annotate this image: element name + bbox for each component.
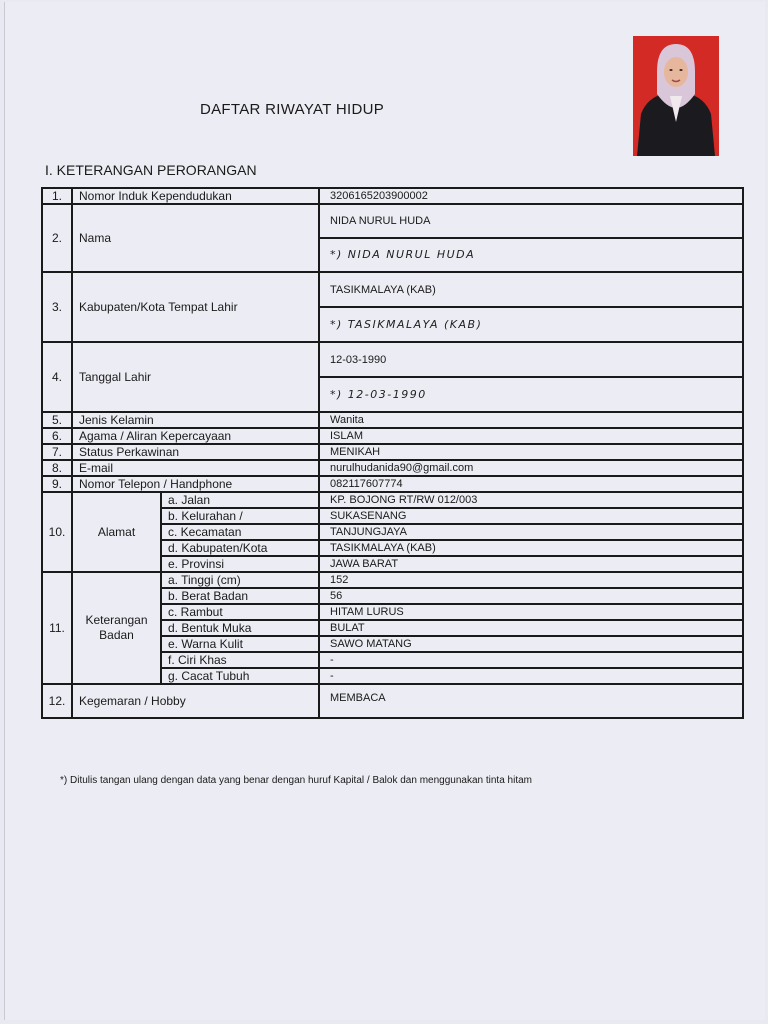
table-row xyxy=(42,684,743,718)
field-value: 12-03-1990 xyxy=(319,342,743,377)
field-value: NIDA NURUL HUDA xyxy=(319,204,743,238)
field-value: MEMBACA xyxy=(319,684,743,718)
table-row xyxy=(42,476,743,492)
row-number: 9. xyxy=(42,476,72,492)
table-row xyxy=(42,342,743,377)
profile-photo xyxy=(633,36,719,156)
handwritten-value: *) 12-03-1990 xyxy=(319,377,743,412)
field-label: Kegemaran / Hobby xyxy=(72,684,319,718)
row-number: 11. xyxy=(42,572,72,684)
field-value: - xyxy=(319,652,743,668)
field-value: 3206165203900002 xyxy=(319,188,743,204)
table-row xyxy=(42,204,743,238)
document-page xyxy=(4,2,765,1020)
field-value: Wanita xyxy=(319,412,743,428)
field-label: Alamat xyxy=(72,492,161,572)
field-value: HITAM LURUS xyxy=(319,604,743,620)
field-label: Agama / Aliran Kepercayaan xyxy=(72,428,319,444)
row-number: 4. xyxy=(42,342,72,412)
sub-field-label: b. Berat Badan xyxy=(161,588,319,604)
field-value: nurulhudanida90@gmail.com xyxy=(319,460,743,476)
field-value: 152 xyxy=(319,572,743,588)
row-number: 2. xyxy=(42,204,72,272)
field-value: SAWO MATANG xyxy=(319,636,743,652)
row-number: 10. xyxy=(42,492,72,572)
row-number: 5. xyxy=(42,412,72,428)
field-value: TASIKMALAYA (KAB) xyxy=(319,540,743,556)
table-row xyxy=(42,188,743,204)
sub-field-label: e. Warna Kulit xyxy=(161,636,319,652)
field-value: - xyxy=(319,668,743,684)
row-number: 12. xyxy=(42,684,72,718)
row-number: 7. xyxy=(42,444,72,460)
table-row xyxy=(42,492,743,508)
sub-field-label: d. Kabupaten/Kota xyxy=(161,540,319,556)
field-label: Nomor Induk Kependudukan xyxy=(72,188,319,204)
handwritten-value: *) NIDA NURUL HUDA xyxy=(319,238,743,272)
table-row xyxy=(42,460,743,476)
field-value: SUKASENANG xyxy=(319,508,743,524)
table-row xyxy=(42,272,743,307)
field-value: JAWA BARAT xyxy=(319,556,743,572)
footnote: *) Ditulis tangan ulang dengan data yang benar dengan huruf Kapital / Balok dan menggunakan tinta hitam xyxy=(60,775,533,786)
field-value: ISLAM xyxy=(319,428,743,444)
field-value: TASIKMALAYA (KAB) xyxy=(319,272,743,307)
row-number: 6. xyxy=(42,428,72,444)
table-row xyxy=(42,572,743,588)
document-title: DAFTAR RIWAYAT HIDUP xyxy=(200,101,385,118)
field-label: Jenis Kelamin xyxy=(72,412,319,428)
field-value: KP. BOJONG RT/RW 012/003 xyxy=(319,492,743,508)
sub-field-label: c. Kecamatan xyxy=(161,524,319,540)
sub-field-label: g. Cacat Tubuh xyxy=(161,668,319,684)
field-label: Nomor Telepon / Handphone xyxy=(72,476,319,492)
row-number: 1. xyxy=(42,188,72,204)
field-label: Keterangan Badan xyxy=(72,572,161,684)
table-row xyxy=(42,412,743,428)
handwritten-value: *) TASIKMALAYA (KAB) xyxy=(319,307,743,342)
table-row xyxy=(42,444,743,460)
sub-field-label: a. Jalan xyxy=(161,492,319,508)
sub-field-label: c. Rambut xyxy=(161,604,319,620)
section-heading: I. KETERANGAN PERORANGAN xyxy=(45,162,257,178)
row-number: 3. xyxy=(42,272,72,342)
field-label: Tanggal Lahir xyxy=(72,342,319,412)
field-label: Status Perkawinan xyxy=(72,444,319,460)
field-label: Kabupaten/Kota Tempat Lahir xyxy=(72,272,319,342)
field-value: MENIKAH xyxy=(319,444,743,460)
field-value: TANJUNGJAYA xyxy=(319,524,743,540)
personal-info-table xyxy=(41,187,744,719)
sub-field-label: b. Kelurahan / xyxy=(161,508,319,524)
row-number: 8. xyxy=(42,460,72,476)
sub-field-label: e. Provinsi xyxy=(161,556,319,572)
field-value: BULAT xyxy=(319,620,743,636)
sub-field-label: d. Bentuk Muka xyxy=(161,620,319,636)
sub-field-label: f. Ciri Khas xyxy=(161,652,319,668)
field-value: 082117607774 xyxy=(319,476,743,492)
field-value: 56 xyxy=(319,588,743,604)
table-row xyxy=(42,428,743,444)
sub-field-label: a. Tinggi (cm) xyxy=(161,572,319,588)
field-label: Nama xyxy=(72,204,319,272)
field-label: E-mail xyxy=(72,460,319,476)
